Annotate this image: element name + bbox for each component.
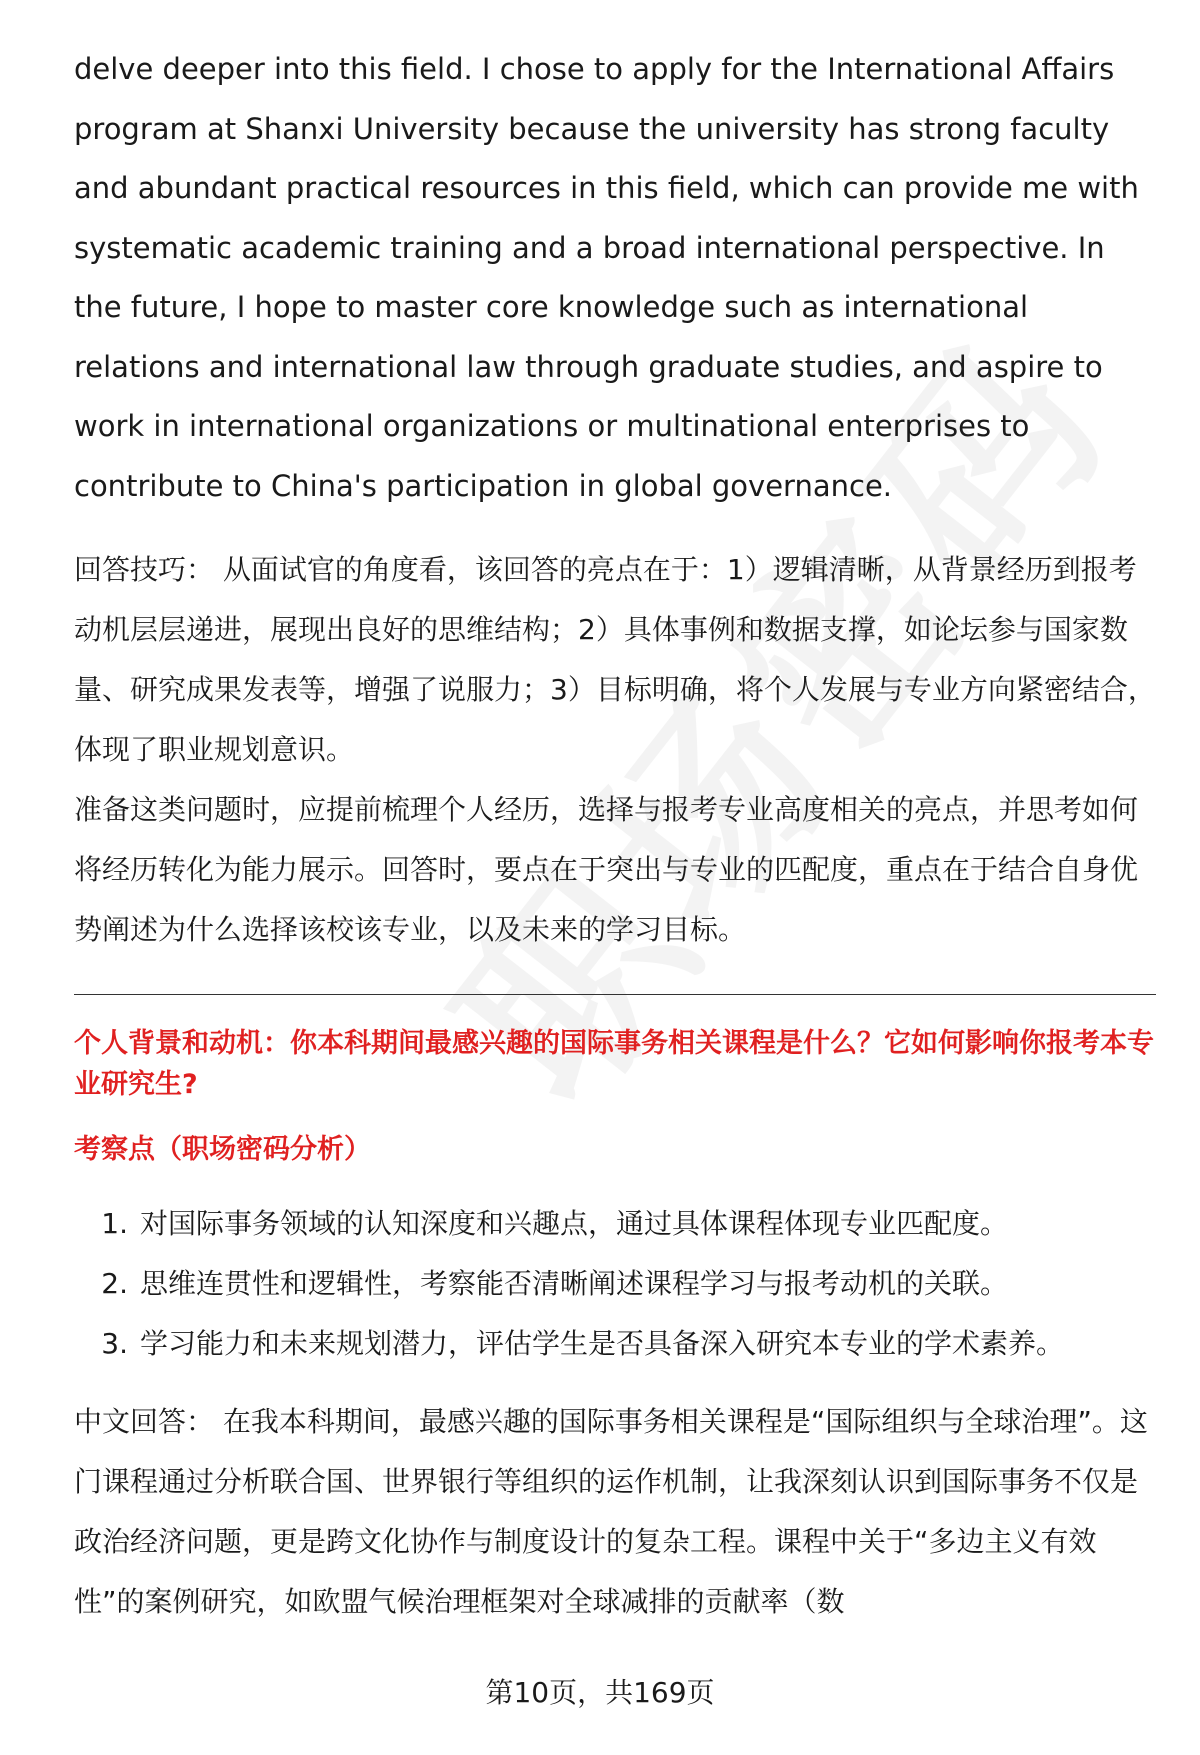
english-answer-paragraph: delve deeper into this field. I chose to apply for the International Affairs program at Shanxi University because the university has strong faculty and abundant practical resources in this field, which can provide me with systematic academic training and a broad international perspective. In the future, I hope to master core knowledge such as international relations and international law through graduate studies, and aspire to work in international organizations or multinational enterprises to contribute to China's participation in global governance. [74,52,1139,503]
key-points-heading: 考察点（职场密码分析） [74,1134,371,1165]
list-item-number: 2. [101,1267,128,1300]
document-body [74,40,1156,1632]
chinese-answer-paragraph: 中文回答： 在我本科期间，最感兴趣的国际事务相关课程是“国际组织与全球治理”。这门课程通过分析联合国、世界银行等组织的运作机制，让我深刻认识到国际事务不仅是政治经济问题，更是跨文化协作与制度设计的复杂工程。课程中关于“多边主义有效性”的案例研究，如欧盟气候治理框架对全球减排的贡献率（数 [74,1405,1148,1618]
list-item [74,1254,1156,1314]
key-points-list [74,1194,1156,1374]
section-divider [74,994,1156,995]
list-item-text: 对国际事务领域的认知深度和兴趣点，通过具体课程体现专业匹配度。 [140,1207,1009,1240]
list-item-number: 3. [101,1327,128,1360]
question-heading: 个人背景和动机：你本科期间最感兴趣的国际事务相关课程是什么？它如何影响你报考本专业研究生? [74,1028,1154,1100]
page-number-footer: 第10页，共169页 [485,1676,715,1709]
preparation-paragraph: 准备这类问题时，应提前梳理个人经历，选择与报考专业高度相关的亮点，并思考如何将经历转化为能力展示。回答时，要点在于突出与专业的匹配度，重点在于结合自身优势阐述为什么选择该校该专业，以及未来的学习目标。 [74,793,1139,946]
list-item [74,1194,1156,1254]
list-item-text: 学习能力和未来规划潜力，评估学生是否具备深入研究本专业的学术素养。 [140,1327,1065,1360]
answer-tips-paragraph: 回答技巧： 从面试官的角度看，该回答的亮点在于：1）逻辑清晰，从背景经历到报考动机层层递进，展现出良好的思维结构；2）具体事例和数据支撑，如论坛参与国家数量、研究成果发表等，增强了说服力；3）目标明确，将个人发展与专业方向紧密结合，体现了职业规划意识。 [74,553,1156,766]
list-item [74,1314,1156,1374]
list-item-text: 思维连贯性和逻辑性，考察能否清晰阐述课程学习与报考动机的关联。 [140,1267,1009,1300]
list-item-number: 1. [101,1207,128,1240]
